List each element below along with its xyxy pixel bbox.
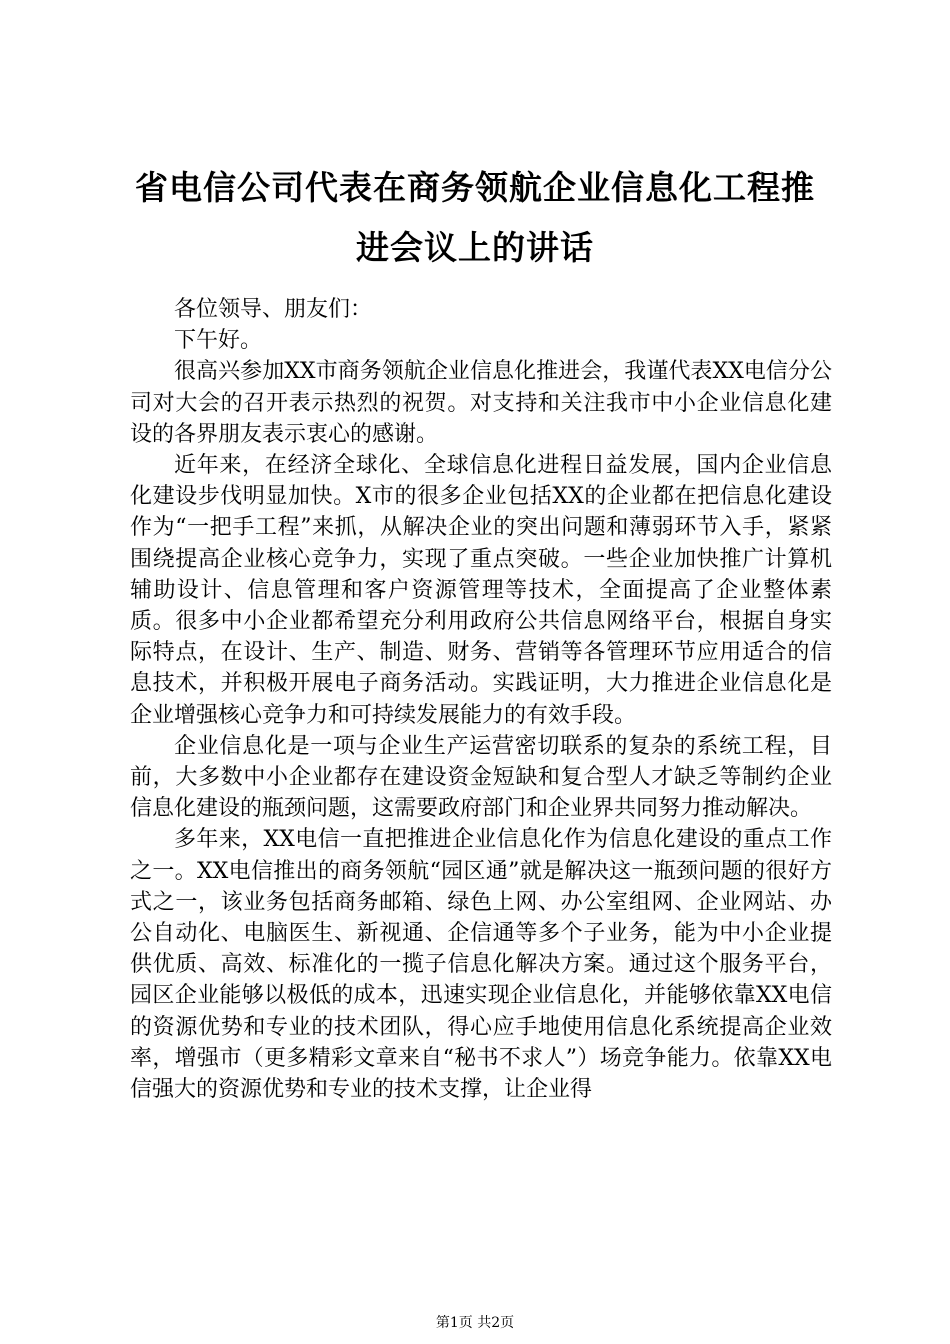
page-number-footer: 第1页 共2页 <box>435 1315 515 1331</box>
document-title-line-2: 进会议上的讲话 <box>356 228 594 267</box>
body-paragraph: 很高兴参加XX市商务领航企业信息化推进会，我谨代表XX电信分公司对大会的召开表示热烈的祝贺。对支持和关注我市中小企业信息化建设的各界朋友表示衷心的感谢。 <box>130 359 832 447</box>
salutation: 各位领导、朋友们： <box>174 297 373 322</box>
body-paragraph: 近年来，在经济全球化、全球信息化进程日益发展，国内企业信息化建设步伐明显加快。X市的很多企业包括XX的企业都在把信息化建设作为“一把手工程”来抓，从解决企业的突出问题和薄弱环节入手，紧紧围绕提高企业核心竞争力，实现了重点突破。一些企业加快推广计算机辅助设计、信息管理和客户资源管理等技术，全面提高了企业整体素质。很多中小企业都希望充分利用政府公共信息网络平台，根据自身实际特点，在设计、生产、制造、财务、营销等各管理环节应用适合的信息技术，并积极开展电子商务活动。实践证明，大力推进企业信息化是企业增强核心竞争力和可持续发展能力的有效手段。 <box>130 453 832 728</box>
document-body <box>130 294 832 1105</box>
document-title-line-1: 省电信公司代表在商务领航企业信息化工程推 <box>135 168 815 207</box>
body-paragraph: 多年来，XX电信一直把推进企业信息化作为信息化建设的重点工作之一。XX电信推出的商务领航“园区通”就是解决这一瓶颈问题的很好方式之一，该业务包括商务邮箱、绿色上网、办公室组网、企业网站、办公自动化、电脑医生、新视通、企信通等多个子业务，能为中小企业提供优质、高效、标准化的一揽子信息化解决方案。通过这个服务平台，园区企业能够以极低的成本，迅速实现企业信息化，并能够依靠XX电信的资源优势和专业的技术团队，得心应手地使用信息化系统提高企业效率，增强市（更多精彩文章来自“秘书不求人”）场竞争能力。依靠XX电信强大的资源优势和专业的技术支撑，让企业得 <box>130 827 832 1103</box>
greeting: 下午好。 <box>174 328 263 354</box>
body-paragraph: 企业信息化是一项与企业生产运营密切联系的复杂的系统工程，目前，大多数中小企业都存在建设资金短缺和复合型人才缺乏等制约企业信息化建设的瓶颈问题，这需要政府部门和企业界共同努力推动解决。 <box>130 733 832 822</box>
